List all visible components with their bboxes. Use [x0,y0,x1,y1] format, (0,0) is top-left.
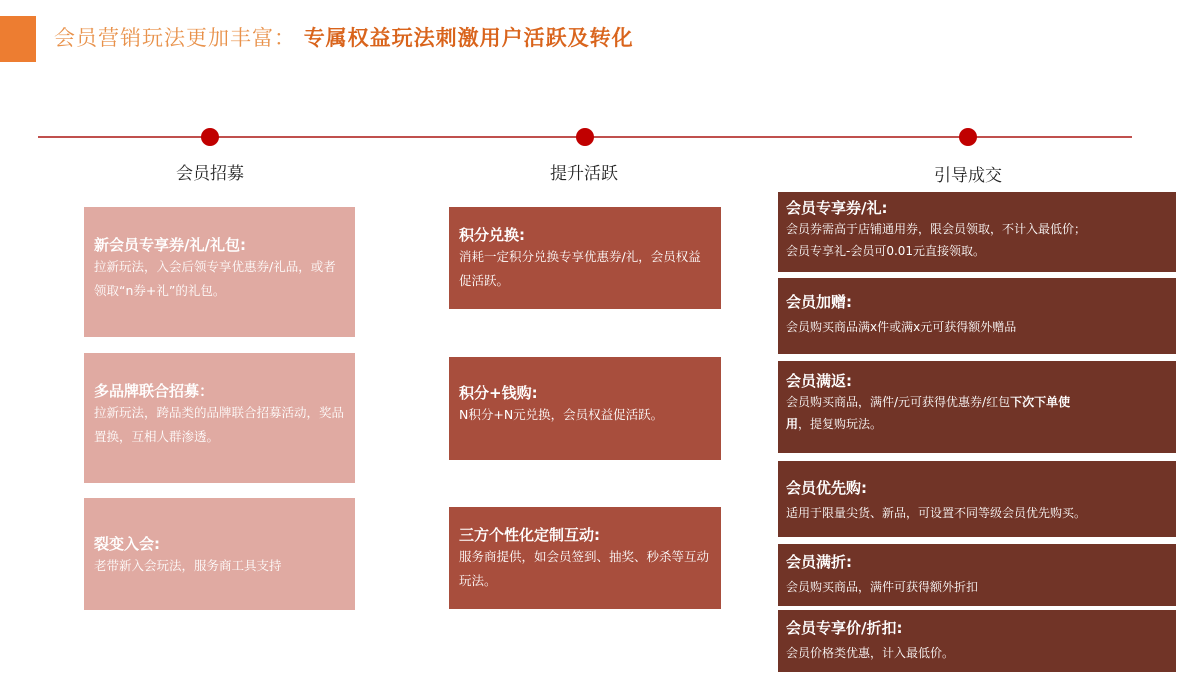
card-desc: 会员购买商品满x件或满x元可获得额外赠品 [786,320,1017,334]
deal-card-priority-buy [778,461,1176,537]
deal-card-gift [778,278,1176,354]
page-title [54,22,634,52]
card-title: 多品牌联合招募： [94,382,215,400]
card-title: 新会员专享券/礼/礼包: [94,236,246,254]
card-desc-line2 [786,413,1168,435]
desc-bold: 下次下单使 [1010,395,1071,409]
timeline-dot-recruit [201,128,219,146]
card-desc: 服务商提供，如会员签到、抽奖、秒杀等互动玩法。 [459,549,710,588]
card-desc-line1 [786,391,1168,413]
card-title: 会员专享价/折扣: [786,619,903,637]
deal-card-exclusive-coupon [778,192,1176,272]
page-title-main: 专属权益玩法刺激用户活跃及转化 [303,26,634,50]
column-heading-active: 提升活跃 [550,164,618,184]
recruit-card-new-member [84,207,355,337]
active-card-points-exchange [449,207,721,309]
active-card-points-cash [449,357,721,460]
card-desc: 消耗一定积分兑换专享优惠券/礼，会员权益促活跃。 [459,249,701,288]
desc-text: 会员购买商品，满件/元可获得优惠券/红包 [786,395,1011,409]
card-desc-line2: 会员专享礼-会员可0.01元直接领取。 [786,244,986,258]
card-desc: 会员购买商品，满件可获得额外折扣 [786,580,979,594]
card-desc: N积分+N元兑换，会员权益促活跃。 [459,407,664,422]
timeline-dot-deal [959,128,977,146]
card-title: 会员专享券/礼: [786,199,888,217]
page-title-prefix: 会员营销玩法更加丰富： [54,26,296,50]
card-title: 会员优先购: [786,479,867,497]
card-desc-line1: 会员券需高于店铺通用券，限会员领取，不计入最低价； [786,222,1087,236]
timeline-dot-active [576,128,594,146]
card-desc: 老带新入会玩法，服务商工具支持 [94,558,282,573]
card-title: 会员满折: [786,553,852,571]
recruit-card-fission [84,498,355,610]
card-desc: 拉新玩法，跨品类的品牌联合招募活动，奖品置换，互相人群渗透。 [94,405,345,444]
deal-card-discount [778,544,1176,606]
card-title: 三方个性化定制互动: [459,526,600,544]
desc-bold: 用 [786,417,799,431]
card-desc: 拉新玩法，入会后领专享优惠券/礼品，或者领取“n券+礼”的礼包。 [94,259,336,298]
column-heading-recruit: 会员招募 [176,164,244,184]
card-title: 裂变入会: [94,535,160,553]
card-title: 会员满返: [786,372,852,390]
title-accent-bar [0,16,36,62]
desc-text: ，提复购玩法。 [798,417,883,431]
card-title: 积分兑换: [459,226,525,244]
card-desc: 会员价格类优惠，计入最低价。 [786,646,955,660]
deal-card-cashback [778,361,1176,453]
column-heading-deal: 引导成交 [934,166,1002,186]
card-title: 会员加赠: [786,293,852,311]
card-title: 积分+钱购: [459,384,538,402]
active-card-custom-interaction [449,507,721,609]
recruit-card-multi-brand [84,353,355,483]
deal-card-member-price [778,610,1176,672]
card-desc: 适用于限量尖货、新品，可设置不同等级会员优先购买。 [786,506,1087,520]
